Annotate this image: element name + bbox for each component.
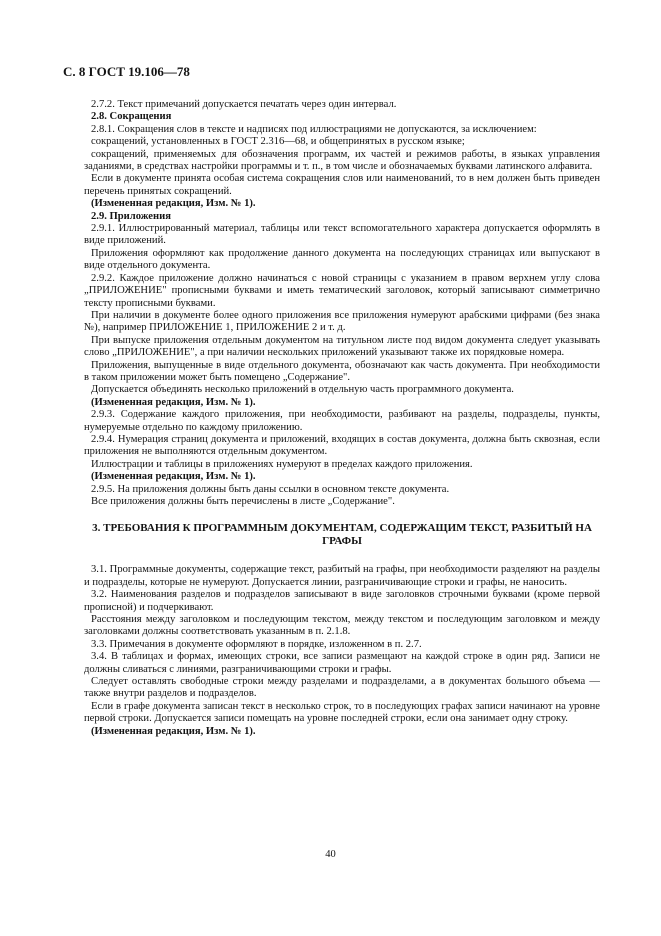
paragraph: 2.9.3. Содержание каждого приложения, при необходимости, разбивают на разделы, подразделы, пункты, нумеруемые отдельно по каждому приложению. bbox=[84, 409, 600, 433]
paragraph: 2.9.1. Иллюстрированный материал, таблицы или текст вспомогательного характера допускается оформлять в виде приложений. bbox=[84, 223, 600, 247]
bold-paragraph: (Измененная редакция, Изм. № 1). bbox=[91, 198, 256, 210]
bold-paragraph: (Измененная редакция, Изм. № 1). bbox=[91, 396, 256, 408]
paragraph: 2.9.5. На приложения должны быть даны ссылки в основном тексте документа. bbox=[91, 483, 450, 495]
bold-paragraph: (Измененная редакция, Изм. № 1). bbox=[91, 471, 256, 483]
bold-paragraph: 2.8. Сокращения bbox=[91, 111, 172, 123]
paragraph: Если в документе принята особая система сокращения слов или наименований, то в нем должен быть приведен перечень принятых сокращений. bbox=[84, 173, 600, 197]
paragraph: 3.1. Программные документы, содержащие текст, разбитый на графы, при необходимости разделяют на разделы и подразделы, которые не нумеруют. Допускается линии, разграничивающие строки и графы, не наносить. bbox=[84, 564, 600, 588]
bold-paragraph: 2.9. Приложения bbox=[91, 210, 171, 222]
document-body bbox=[84, 99, 600, 738]
paragraph: Иллюстрации и таблицы в приложениях нумеруют в пределах каждого приложения. bbox=[91, 458, 473, 470]
paragraph: 2.9.2. Каждое приложение должно начинаться с новой страницы с указанием в правом верхнем углу слова „ПРИЛОЖЕНИЕ" прописными буквами и иметь тематический заголовок, который записывают симметрично тексту прописными буквами. bbox=[84, 272, 600, 309]
paragraph: Приложения оформляют как продолжение данного документа на последующих страницах или выпускают в виде отдельного документа. bbox=[84, 247, 600, 272]
paragraph: При выпуске приложения отдельным документом на титульном листе под видом документа следует указывать слово „ПРИЛОЖЕНИЕ", а при наличии нескольких приложений указывают также их порядковые номера. bbox=[84, 334, 600, 359]
paragraph: 3.4. В таблицах и формах, имеющих строки, все записи размещают на каждой строке в один ряд. Записи не должны сливаться с линиями, разграничивающими строки и графы. bbox=[84, 651, 600, 675]
paragraph: 3.2. Наименования разделов и подразделов записывают в виде заголовков строчными буквами (кроме первой прописной) и подчеркивают. bbox=[84, 589, 600, 613]
paragraph: Если в графе документа записан текст в несколько строк, то в последующих графах записи начинают на уровне первой строки. Допускается записи помещать на уровне последней строки, если она занимает одну строку. bbox=[84, 700, 600, 725]
bold-paragraph: (Измененная редакция, Изм. № 1). bbox=[91, 725, 256, 737]
paragraph: Следует оставлять свободные строки между разделами и подразделами, а в документах большого объема — также внутри разделов и подразделов. bbox=[84, 676, 600, 700]
page-number: 40 bbox=[325, 849, 336, 860]
paragraph: 3.3. Примечания в документе оформляют в порядке, изложенном в п. 2.7. bbox=[91, 638, 422, 650]
paragraph: сокращений, применяемых для обозначения программ, их частей и режимов работы, в языках управления заданиями, в средствах настройки программы и т. п., в том числе и обозначаемых буквами латинского алфавита. bbox=[84, 148, 600, 173]
paragraph: 2.9.4. Нумерация страниц документа и приложений, входящих в состав документа, должна быть сквозная, если приложения не выполняются отдельным документом. bbox=[84, 433, 600, 458]
paragraph: 2.7.2. Текст примечаний допускается печатать через один интервал. bbox=[91, 99, 397, 110]
page-header: С. 8 ГОСТ 19.106—78 bbox=[63, 64, 190, 79]
paragraph: Расстояния между заголовком и последующим текстом, между текстом и последующим заголовком и между заголовками должны соответствовать указанным в п. 2.1.8. bbox=[84, 614, 600, 638]
section-3-title: 3. ТРЕБОВАНИЯ К ПРОГРАММНЫМ ДОКУМЕНТАМ, СОДЕРЖАЩИМ ТЕКСТ, РАЗБИТЫЙ НА ГРАФЫ bbox=[92, 522, 592, 548]
paragraph: Все приложения должны быть перечислены в листе „Содержание". bbox=[91, 496, 395, 507]
paragraph: 2.8.1. Сокращения слов в тексте и надписях под иллюстрациями не допускаются, за исключением: bbox=[91, 123, 537, 135]
paragraph: Приложения, выпущенные в виде отдельного документа, обозначают как часть документа. При необходимости в таком приложении может быть помещено „Содержание". bbox=[84, 359, 600, 383]
section-2-text bbox=[84, 99, 600, 508]
paragraph: сокращений, установленных в ГОСТ 2.316—68, и общепринятых в русском языке; bbox=[91, 136, 465, 148]
section-3-text bbox=[84, 564, 600, 738]
paragraph: При наличии в документе более одного приложения все приложения нумеруют арабскими цифрами (без знака №), например ПРИЛОЖЕНИЕ 1, ПРИЛОЖЕНИЕ 2 и т. д. bbox=[84, 309, 600, 334]
paragraph: Допускается объединять несколько приложений в отдельную часть программного документа. bbox=[91, 384, 514, 396]
